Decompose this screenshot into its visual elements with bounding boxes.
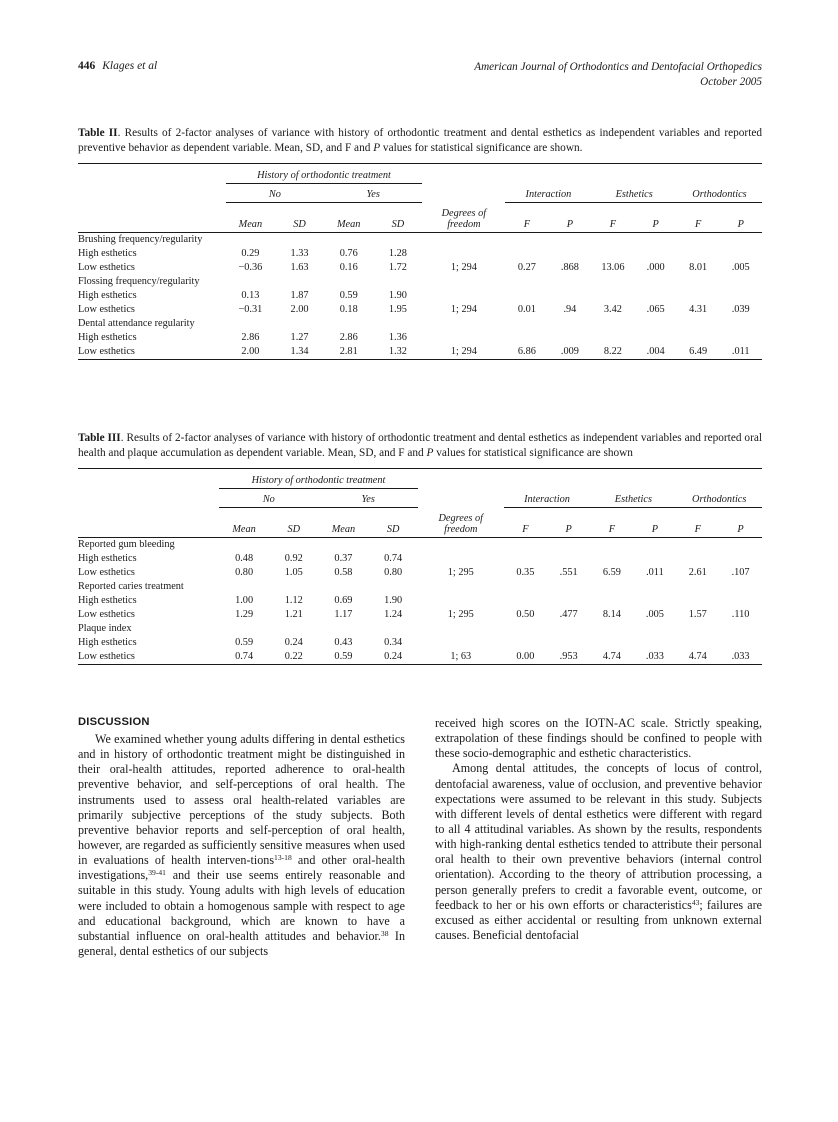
table-3: [78, 468, 762, 665]
discussion-paragraph-left: [78, 732, 405, 959]
cell-no-sd: 1.34: [290, 346, 309, 358]
cell-degrees-of-freedom: 1; 295: [447, 609, 474, 621]
table-2-col-ort-p: P: [737, 218, 744, 230]
cell-yes-mean: 0.59: [334, 651, 353, 663]
table-row: [78, 345, 762, 360]
cell-yes-sd: 0.80: [384, 567, 403, 579]
cell-yes-sd: 1.95: [388, 304, 407, 316]
row-label: High esthetics: [78, 248, 137, 260]
cell-no-sd: 0.22: [284, 651, 303, 663]
table-2-col-est-f: F: [609, 218, 617, 230]
table-3-col-est-p: P: [651, 523, 659, 535]
table-3-col-df-line2: freedom: [444, 523, 478, 535]
cell-int-f: 0.50: [516, 609, 535, 621]
cell-yes-sd: 1.24: [384, 609, 403, 621]
table-3-col-ort-f: F: [694, 523, 701, 535]
cell-int-f: [504, 594, 547, 608]
cell-yes-sd: 1.72: [388, 262, 407, 274]
cell-int-p: [547, 594, 590, 608]
table-row-group: [78, 232, 762, 247]
cell-yes-sd: 1.28: [388, 248, 407, 260]
discussion-left-seg-2: tions: [250, 853, 275, 868]
table-2-col-ort-f: F: [695, 218, 702, 230]
table-3-grp-esthetics: Esthetics: [590, 494, 676, 508]
table-2-caption-text: . Results of 2-factor analyses of variance with history of orthodontic treatment and dental esthetics as independent variables and reported preventive behavior as dependent variable. Mean, SD, and F and: [78, 127, 762, 155]
table-2-grp-interaction: Interaction: [505, 189, 591, 203]
cell-est-p: .000: [646, 262, 665, 274]
cell-degrees-of-freedom: [418, 636, 504, 650]
discussion-left-seg-1: We examined whether young adults differing in dental esthetics and in history of orthodontic treatment might be distinguished in their oral-health attitudes, reported adherence to oral-health preventive behavior, and self-perceptions of oral health. The instruments used to assess oral health-related variables are primarily subjective perceptions of the study subjects. Both preventive behavior reports and self-perception of oral health, however, are regarded as sufficiently sensitive measures when used in evaluations of health interven-: [78, 732, 405, 868]
row-label: Low esthetics: [78, 609, 135, 621]
cell-est-p: .033: [645, 651, 664, 663]
cell-est-p: .005: [645, 609, 664, 621]
cell-yes-mean: 0.69: [334, 595, 353, 607]
cell-est-p: [633, 594, 676, 608]
cell-yes-sd: 0.34: [384, 637, 403, 649]
table-3-body: [78, 537, 762, 664]
cell-est-p: [634, 331, 677, 345]
cell-ort-p: [719, 247, 762, 261]
cell-ort-f: 2.61: [688, 567, 707, 579]
table-2-col-no-sd: SD: [293, 218, 306, 230]
table-3-col-est-f: F: [608, 523, 616, 535]
cell-no-mean: −0.31: [238, 304, 263, 316]
cell-int-f: [504, 552, 547, 566]
cell-no-mean: 0.74: [235, 651, 254, 663]
cell-yes-sd: 0.24: [384, 651, 403, 663]
cell-int-f: 6.86: [517, 346, 536, 358]
cell-no-sd: 1.33: [290, 248, 309, 260]
table-2-sub-yes: Yes: [324, 189, 422, 203]
cell-int-p: [547, 552, 590, 566]
table-row: [78, 608, 762, 622]
cell-est-p: .004: [646, 346, 665, 358]
column-left: [78, 716, 405, 959]
row-group-label: Plaque index: [78, 623, 132, 635]
cell-int-f: [505, 247, 548, 261]
cell-degrees-of-freedom: 1; 294: [450, 262, 477, 274]
cell-no-sd: 0.24: [284, 637, 303, 649]
cell-yes-mean: 0.76: [339, 248, 358, 260]
cell-no-mean: 2.00: [241, 346, 260, 358]
reference-39-41: 39-41: [148, 868, 166, 878]
issue-date: October 2005: [700, 76, 762, 89]
page-number: 446: [78, 60, 96, 72]
cell-yes-mean: 0.37: [334, 553, 353, 565]
cell-ort-p: .011: [731, 346, 750, 358]
table-3-col-df-line1: Degrees of: [438, 512, 484, 524]
cell-ort-f: [676, 594, 719, 608]
cell-yes-mean: 0.59: [339, 290, 358, 302]
table-row: [78, 594, 762, 608]
discussion-left-seg-4: and their use seems entirely reasonable and suitable in this study. Young adults with high levels of education were included to obtain a homogenous sample with respect to age and educational background, which are known to have a substantial influence on oral-health attitudes and behavior.: [78, 868, 405, 943]
table-2-label: Table II: [78, 127, 118, 139]
cell-no-sd: 1.27: [290, 332, 309, 344]
table-2-caption: [78, 126, 762, 157]
table-3-col-ort-p: P: [737, 523, 744, 535]
table-3-col-no-mean: Mean: [232, 523, 256, 535]
table-row: [78, 289, 762, 303]
cell-ort-f: [677, 331, 719, 345]
discussion-section: [78, 716, 762, 959]
cell-degrees-of-freedom: [418, 552, 504, 566]
cell-degrees-of-freedom: 1; 294: [450, 346, 477, 358]
cell-int-p: .868: [560, 262, 579, 274]
table-row: [78, 636, 762, 650]
row-label: High esthetics: [78, 332, 137, 344]
cell-ort-p: .005: [731, 262, 750, 274]
cell-ort-f: 4.74: [688, 651, 707, 663]
table-2-block: [78, 126, 762, 360]
running-head: [78, 60, 762, 90]
row-label: Low esthetics: [78, 346, 135, 358]
cell-ort-p: .110: [731, 609, 750, 621]
table-2-caption-italic: P: [373, 142, 381, 155]
table-3-block: [78, 431, 762, 665]
table-row-group: [78, 622, 762, 636]
table-row-group: [78, 275, 762, 289]
table-2-body: [78, 232, 762, 359]
cell-int-p: .477: [559, 609, 578, 621]
cell-yes-mean: 2.81: [339, 346, 358, 358]
cell-degrees-of-freedom: 1; 63: [450, 651, 472, 663]
cell-int-f: [505, 331, 548, 345]
cell-no-mean: 0.48: [235, 553, 254, 565]
running-head-right: [474, 60, 762, 90]
cell-ort-p: [719, 594, 762, 608]
cell-int-f: [505, 289, 548, 303]
table-2-col-yes-mean: Mean: [336, 218, 361, 230]
cell-int-f: 0.00: [516, 651, 535, 663]
cell-ort-f: [677, 289, 719, 303]
cell-ort-f: [676, 636, 719, 650]
table-3-col-df: [418, 510, 504, 538]
table-3-sub-yes: Yes: [319, 494, 418, 508]
cell-est-f: [591, 289, 634, 303]
cell-yes-sd: 1.90: [384, 595, 403, 607]
cell-int-p: .009: [560, 346, 579, 358]
cell-yes-sd: 1.90: [388, 290, 407, 302]
table-3-sub-no: No: [219, 494, 318, 508]
row-label: Low esthetics: [78, 567, 135, 579]
table-row: [78, 247, 762, 261]
row-group-label: Brushing frequency/regularity: [78, 234, 203, 246]
cell-int-f: 0.01: [517, 304, 536, 316]
table-2-col-yes-sd: SD: [391, 218, 405, 230]
row-label: Low esthetics: [78, 651, 135, 663]
cell-yes-mean: 2.86: [339, 332, 358, 344]
cell-yes-sd: 1.32: [388, 346, 407, 358]
discussion-right-seg-2: ; failures are excused as either accidental or resulting from unknown external causes. Beneficial dentofacial: [435, 897, 762, 942]
running-head-authors: Klages et al: [102, 60, 158, 72]
reference-13-18: 13-18: [274, 853, 292, 863]
row-label: Low esthetics: [78, 262, 135, 274]
cell-est-p: [634, 247, 677, 261]
table-2-header-group-row: [78, 163, 762, 186]
cell-ort-p: .107: [731, 567, 750, 579]
cell-est-f: [590, 636, 633, 650]
cell-no-sd: 1.63: [290, 262, 309, 274]
cell-est-p: [633, 552, 676, 566]
cell-no-mean: 1.29: [235, 609, 254, 621]
reference-43: 43: [691, 897, 700, 907]
discussion-left-seg-5: In general, dental esthetics of our subjects: [78, 928, 405, 958]
cell-est-f: 8.22: [603, 346, 622, 358]
table-row-group: [78, 580, 762, 594]
table-3-caption-italic: P: [426, 447, 434, 460]
cell-int-p: .953: [559, 651, 578, 663]
cell-ort-f: 4.31: [689, 304, 708, 316]
cell-int-p: [547, 636, 590, 650]
cell-ort-f: 8.01: [689, 262, 708, 274]
cell-int-p: [548, 331, 591, 345]
row-label: High esthetics: [78, 637, 137, 649]
cell-no-sd: 0.92: [284, 553, 303, 565]
cell-no-mean: −0.36: [238, 262, 263, 274]
cell-no-mean: 0.29: [241, 248, 260, 260]
table-row: [78, 331, 762, 345]
table-2-sub-no: No: [226, 189, 324, 203]
table-3-caption-text: . Results of 2-factor analyses of variance with history of orthodontic treatment and dental esthetics as independent variables and reported oral health and plaque accumulation as dependent variable. Mean, SD, and F and: [78, 432, 762, 460]
discussion-paragraph-right-continued: received high scores on the IOTN-AC scale. Strictly speaking, extrapolation of these findings should be confined to people with these socio-demographic and esthetic characteristics.: [435, 716, 762, 761]
table-3-caption-text-end: values for statistical significance are shown: [433, 447, 633, 460]
table-3-col-yes-mean: Mean: [331, 523, 356, 535]
cell-degrees-of-freedom: [422, 289, 505, 303]
cell-no-sd: 1.87: [290, 290, 309, 302]
table-2-caption-text-end: values for statistical significance are shown.: [380, 142, 583, 155]
table-3-caption: [78, 431, 762, 462]
table-row: [78, 552, 762, 566]
row-group-label: Dental attendance regularity: [78, 318, 195, 330]
cell-ort-f: 1.57: [688, 609, 707, 621]
table-2-grp-esthetics: Esthetics: [591, 189, 677, 203]
cell-degrees-of-freedom: 1; 295: [447, 567, 474, 579]
table-2-header-sub-row: [78, 186, 762, 205]
cell-ort-p: [719, 552, 762, 566]
cell-no-sd: 1.12: [284, 595, 303, 607]
row-label: High esthetics: [78, 553, 137, 565]
cell-ort-f: [676, 552, 719, 566]
cell-degrees-of-freedom: [422, 247, 505, 261]
cell-est-p: .011: [646, 567, 664, 579]
row-label: High esthetics: [78, 290, 137, 302]
row-label: Low esthetics: [78, 304, 135, 316]
cell-int-p: [548, 247, 591, 261]
table-3-col-no-sd: SD: [287, 523, 301, 535]
cell-yes-mean: 0.43: [334, 637, 353, 649]
table-2-col-df-line1: Degrees of: [441, 207, 487, 219]
column-right: [435, 716, 762, 959]
table-2-grp-orthodontics: Orthodontics: [677, 189, 762, 203]
reference-38: 38: [380, 928, 389, 938]
cell-int-f: 0.27: [517, 262, 536, 274]
cell-yes-mean: 0.18: [339, 304, 358, 316]
cell-no-mean: 0.13: [241, 290, 260, 302]
cell-est-f: 13.06: [601, 262, 625, 274]
cell-ort-p: [719, 636, 762, 650]
cell-degrees-of-freedom: [418, 594, 504, 608]
table-3-group-history: History of orthodontic treatment: [219, 475, 418, 489]
row-group-label: Reported gum bleeding: [78, 539, 175, 551]
table-row-group: [78, 317, 762, 331]
cell-est-f: [590, 594, 633, 608]
cell-int-f: 0.35: [516, 567, 535, 579]
cell-est-f: 8.14: [602, 609, 621, 621]
cell-yes-mean: 1.17: [334, 609, 353, 621]
row-group-label: Reported caries treatment: [78, 581, 184, 593]
table-3-col-yes-sd: SD: [386, 523, 400, 535]
cell-ort-f: 6.49: [689, 346, 708, 358]
cell-est-p: .065: [646, 304, 665, 316]
cell-degrees-of-freedom: 1; 294: [450, 304, 477, 316]
cell-est-p: [634, 289, 677, 303]
cell-est-f: 4.74: [602, 651, 621, 663]
table-2-header-leaf-row: [78, 205, 762, 233]
table-row: [78, 566, 762, 580]
cell-int-p: .94: [563, 304, 577, 316]
cell-yes-mean: 0.58: [334, 567, 353, 579]
cell-ort-p: [719, 331, 762, 345]
table-2-col-est-p: P: [652, 218, 659, 230]
cell-ort-f: [677, 247, 719, 261]
cell-no-mean: 1.00: [235, 595, 254, 607]
table-2: [78, 163, 762, 360]
cell-yes-sd: 1.36: [388, 332, 407, 344]
cell-int-f: [504, 636, 547, 650]
cell-no-mean: 0.80: [235, 567, 254, 579]
cell-ort-p: .039: [731, 304, 750, 316]
table-3-grp-interaction: Interaction: [504, 494, 591, 508]
cell-no-mean: 2.86: [241, 332, 260, 344]
table-row: [78, 261, 762, 275]
section-heading-discussion: DISCUSSION: [78, 716, 150, 728]
table-3-col-int-p: P: [565, 523, 572, 535]
cell-ort-p: [719, 289, 762, 303]
cell-est-p: [633, 636, 676, 650]
discussion-paragraph-right: [435, 761, 762, 943]
cell-yes-mean: 0.16: [339, 262, 358, 274]
cell-no-mean: 0.59: [235, 637, 254, 649]
cell-ort-p: .033: [731, 651, 750, 663]
table-2-group-history: History of orthodontic treatment: [226, 170, 423, 184]
table-2-col-df: [422, 205, 505, 233]
cell-no-sd: 2.00: [290, 304, 309, 316]
cell-est-f: [591, 247, 634, 261]
row-group-label: Flossing frequency/regularity: [78, 276, 200, 288]
table-row: [78, 303, 762, 317]
table-row: [78, 650, 762, 665]
table-2-col-int-p: P: [566, 218, 574, 230]
table-3-header-leaf-row: [78, 510, 762, 538]
cell-int-p: .551: [559, 567, 578, 579]
table-2-col-int-f: F: [523, 218, 531, 230]
discussion-right-seg-1: Among dental attitudes, the concepts of locus of control, dentofacial awareness, value of occlusion, and preventive behavior expectations were assumed to be relevant in this study. Subjects with different levels of dental esthetics were different with regard to all 4 attitudinal variables. As shown by the results, respondents with high-ranking dental esthetics tended to attribute their personal oral health to their own preventive behaviors (internal control orientation). According to the theory of attribution processing, a person generally prefers to credit a favorable event, outcome, or feedback to her or his own efforts or characteristics: [435, 761, 762, 912]
table-2-col-no-mean: Mean: [238, 218, 263, 230]
row-label: High esthetics: [78, 595, 137, 607]
cell-yes-sd: 0.74: [384, 553, 403, 565]
cell-no-sd: 1.05: [284, 567, 303, 579]
discussion-left-seg-3: and other oral-health investigations,: [78, 853, 405, 883]
cell-no-sd: 1.21: [284, 609, 303, 621]
cell-est-f: 3.42: [603, 304, 622, 316]
cell-est-f: 6.59: [602, 567, 621, 579]
cell-degrees-of-freedom: [422, 331, 505, 345]
table-3-header-sub-row: [78, 491, 762, 510]
table-3-grp-orthodontics: Orthodontics: [676, 494, 762, 508]
journal-title: American Journal of Orthodontics and Dentofacial Orthopedics: [474, 61, 762, 73]
table-3-header-group-row: [78, 468, 762, 491]
table-3-col-int-f: F: [522, 523, 529, 535]
cell-est-f: [590, 552, 633, 566]
running-head-left: [78, 60, 157, 72]
table-3-label: Table III: [78, 432, 121, 444]
table-row-group: [78, 537, 762, 552]
cell-int-p: [548, 289, 591, 303]
table-2-col-df-line2: freedom: [447, 218, 481, 230]
cell-est-f: [591, 331, 634, 345]
